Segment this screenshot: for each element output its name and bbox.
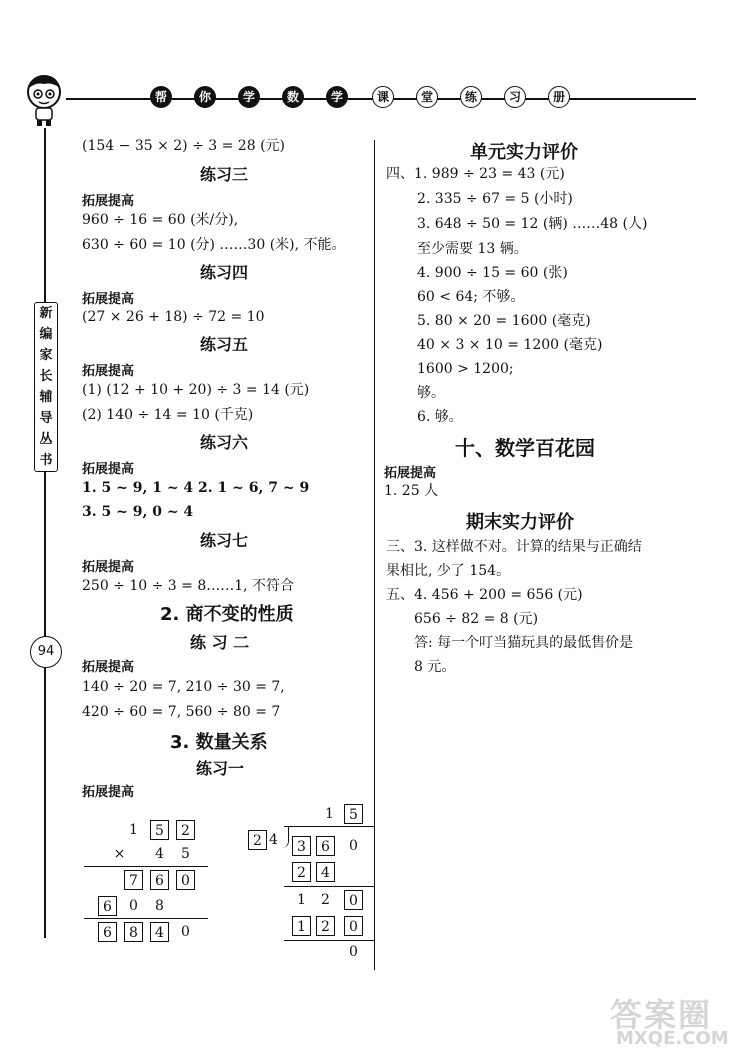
header-char: 练 <box>460 86 482 108</box>
digit-box: 0 <box>176 870 195 890</box>
digit-box: 2 <box>292 862 311 882</box>
digit-box: 2 <box>248 830 267 850</box>
header-char: 你 <box>194 86 216 108</box>
answer-line: 60 < 64; 不够。 <box>417 289 525 305</box>
digit: 1 <box>129 822 138 838</box>
header-char: 数 <box>282 86 304 108</box>
answer-line: 250 ÷ 10 ÷ 3 = 8……1, 不符合 <box>82 578 295 594</box>
digit: 0 <box>349 838 358 854</box>
exercise-heading: 练习四 <box>200 263 249 282</box>
answer-line: 420 ÷ 60 = 7, 560 ÷ 80 = 7 <box>82 704 281 720</box>
header-char: 册 <box>548 86 570 108</box>
digit-box: 6 <box>98 922 117 942</box>
answer-line: 至少需要 13 辆。 <box>417 241 528 257</box>
digit: 8 <box>155 898 164 914</box>
answer-line: 够。 <box>417 385 445 401</box>
exercise-heading: 练习五 <box>200 335 249 354</box>
digit-box: 4 <box>150 922 169 942</box>
digit-box: 6 <box>316 836 335 856</box>
extension-label: 拓展提高 <box>82 785 135 800</box>
answer-line: (27 × 26 + 18) ÷ 72 = 10 <box>82 309 265 325</box>
section-heading: 单元实力评价 <box>470 142 578 163</box>
mascot-logo <box>22 72 66 128</box>
div-bracket <box>282 826 289 848</box>
header-title <box>150 86 580 110</box>
series-char: 导 <box>39 411 53 426</box>
answer-line: 40 × 3 × 10 = 1200 (毫克) <box>417 337 603 353</box>
digit-box: 1 <box>292 916 311 936</box>
operator: × <box>113 846 126 862</box>
digit: 5 <box>181 846 190 862</box>
answer-line: 1. 5 ~ 9, 1 ~ 4 2. 1 ~ 6, 7 ~ 9 <box>82 480 310 496</box>
extension-label: 拓展提高 <box>82 194 135 209</box>
answer-line: 5. 80 × 20 = 1600 (毫克) <box>417 313 591 329</box>
series-char: 编 <box>39 327 53 342</box>
answer-line: 6. 够。 <box>417 409 463 425</box>
digit: 4 <box>155 846 164 862</box>
side-rule <box>44 128 46 938</box>
series-char: 辅 <box>39 390 53 405</box>
section-heading: 期末实力评价 <box>466 512 574 533</box>
answer-line: 630 ÷ 60 = 10 (分) ……30 (米), 不能。 <box>82 237 346 253</box>
answer-line: (154 − 35 × 2) ÷ 3 = 28 (元) <box>82 138 285 154</box>
div-bar <box>284 826 374 827</box>
exercise-heading: 练习三 <box>200 165 249 184</box>
digit-box: 3 <box>292 836 311 856</box>
digit-box: 5 <box>344 804 363 824</box>
exercise-heading: 练习一 <box>196 759 245 778</box>
answer-line: 3. 5 ~ 9, 0 ~ 4 <box>82 504 194 520</box>
answer-line: 3. 648 ÷ 50 = 12 (辆) ……48 (人) <box>417 216 648 232</box>
exercise-heading: 练 习 二 <box>190 633 250 652</box>
digit: 0 <box>129 898 138 914</box>
digit-box: 0 <box>344 916 363 936</box>
series-title <box>34 302 58 472</box>
series-char: 长 <box>39 369 53 384</box>
digit-box: 0 <box>344 890 363 910</box>
digit-box: 4 <box>316 862 335 882</box>
answer-line: 果相比, 少了 154。 <box>386 563 511 579</box>
header-char: 帮 <box>150 86 172 108</box>
digit: 2 <box>321 892 330 908</box>
extension-label: 拓展提高 <box>82 462 135 477</box>
answer-line: 140 ÷ 20 = 7, 210 ÷ 30 = 7, <box>82 679 285 695</box>
answer-line: 五、4. 456 + 200 = 656 (元) <box>386 587 583 603</box>
page-number: 94 <box>30 636 62 668</box>
extension-label: 拓展提高 <box>82 364 135 379</box>
multiplication-puzzle <box>80 814 220 944</box>
digit-box: 5 <box>150 820 169 840</box>
extension-label: 拓展提高 <box>82 560 135 575</box>
watermark <box>600 990 740 1050</box>
watermark-url: MXQE.COM <box>616 1028 729 1049</box>
watermark-text: 答案圈 <box>610 996 713 1034</box>
series-char: 丛 <box>39 432 53 447</box>
answer-line: 656 ÷ 82 = 8 (元) <box>414 611 539 627</box>
exercise-heading: 练习七 <box>200 531 249 550</box>
answer-line: 答: 每一个叮当猫玩具的最低售价是 <box>414 635 634 651</box>
mult-rule <box>84 918 208 919</box>
header-char: 学 <box>326 86 348 108</box>
digit: 0 <box>181 924 190 940</box>
answer-line: 960 ÷ 16 = 60 (米/分), <box>82 212 239 228</box>
answer-line: 2. 335 ÷ 67 = 5 (小时) <box>417 191 573 207</box>
digit: 4 <box>269 832 278 848</box>
extension-label: 拓展提高 <box>82 292 135 307</box>
mult-rule <box>84 866 208 867</box>
answer-line: 三、3. 这样做不对。计算的结果与正确结 <box>386 539 642 555</box>
division-puzzle <box>240 800 374 960</box>
series-char: 新 <box>39 306 53 321</box>
answer-line: (1) (12 + 10 + 20) ÷ 3 = 14 (元) <box>82 382 310 398</box>
section-heading: 十、数学百花园 <box>455 436 595 460</box>
extension-label: 拓展提高 <box>384 466 437 481</box>
answer-line: 1600 > 1200; <box>417 361 514 377</box>
header-char: 课 <box>372 86 394 108</box>
exercise-heading: 练习六 <box>200 433 249 452</box>
header-char: 堂 <box>416 86 438 108</box>
digit-box: 6 <box>150 870 169 890</box>
series-char: 家 <box>39 348 53 363</box>
section-heading: 3. 数量关系 <box>170 732 268 753</box>
answer-line: 4. 900 ÷ 15 = 60 (张) <box>417 265 568 281</box>
extension-label: 拓展提高 <box>82 660 135 675</box>
section-heading: 2. 商不变的性质 <box>160 604 294 625</box>
digit: 1 <box>325 806 334 822</box>
header-char: 习 <box>504 86 526 108</box>
answer-line: 四、1. 989 ÷ 23 = 43 (元) <box>386 166 565 182</box>
digit-box: 6 <box>98 896 117 916</box>
column-divider <box>374 140 375 970</box>
header-char: 学 <box>238 86 260 108</box>
series-char: 书 <box>39 453 53 468</box>
answer-line: (2) 140 ÷ 14 = 10 (千克) <box>82 407 254 423</box>
digit: 1 <box>297 892 306 908</box>
div-rule <box>284 940 374 941</box>
answer-line: 8 元。 <box>414 659 456 675</box>
digit: 0 <box>349 944 358 960</box>
digit-box: 2 <box>176 820 195 840</box>
answer-line: 1. 25 人 <box>384 483 439 499</box>
digit-box: 8 <box>124 922 143 942</box>
digit-box: 2 <box>316 916 335 936</box>
div-rule <box>284 886 374 887</box>
digit-box: 7 <box>124 870 143 890</box>
